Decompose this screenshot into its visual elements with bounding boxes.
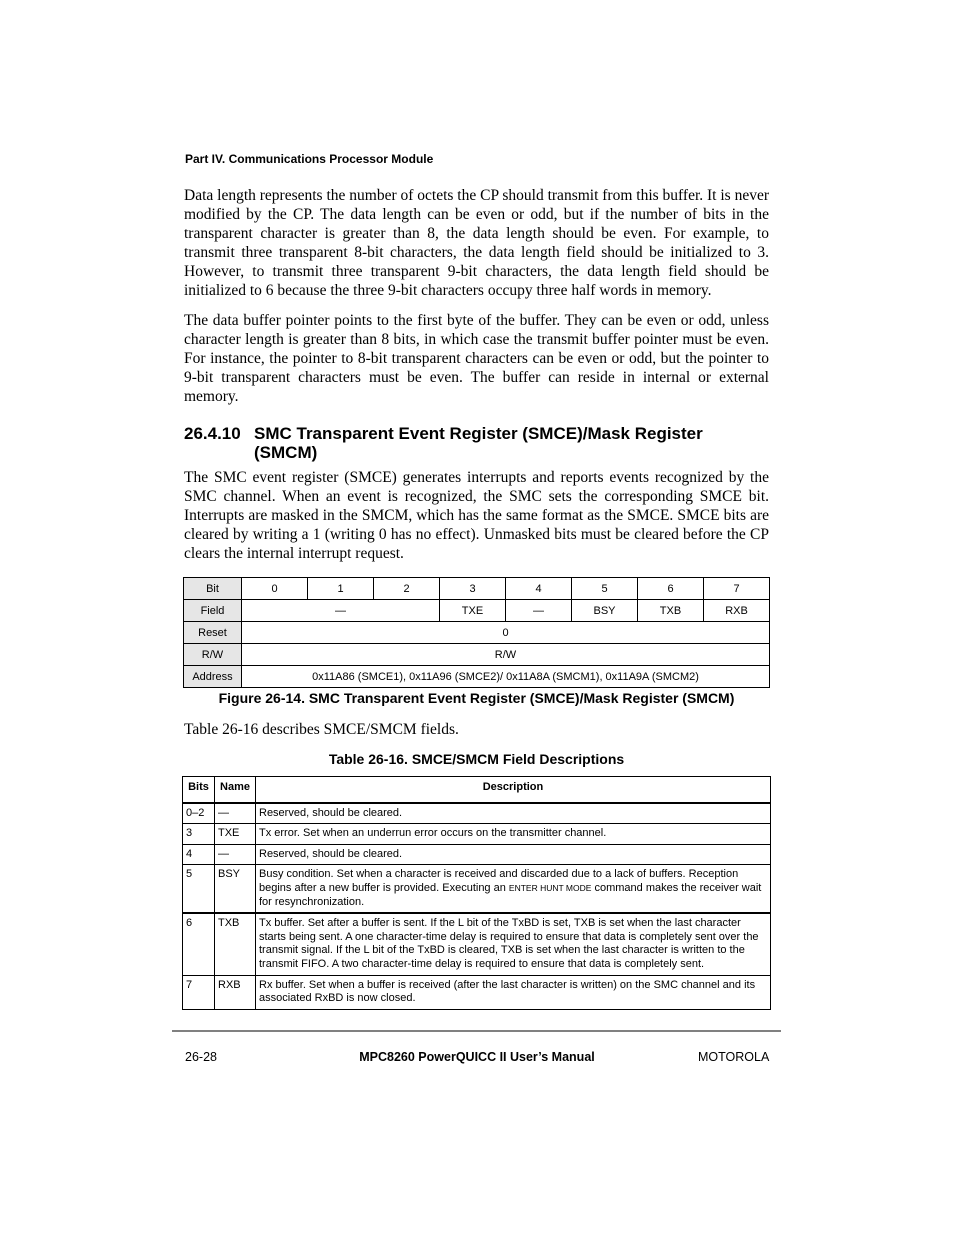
cell-description: Reserved, should be cleared. [256,844,771,865]
register-row-label: Field [184,600,242,622]
description-text: command makes the receiver wait for resynchronization. [259,881,762,908]
bit-number: 5 [572,578,638,600]
paragraph-data-buffer-pointer: The data buffer pointer points to the first byte of the buffer. They can be even or odd, unless character length is greater than 8 bits, in which case the transmit buffer pointer must be even. For instance, the pointer to 8-bit transparent characters can be even or odd, but the pointer to 9-bit transparent characters must be even. The buffer can reside in internal or external memory. [184,312,769,405]
register-reset-row [184,622,770,644]
footer-divider [172,1030,781,1032]
section-number: 26.4.10 [184,424,241,443]
description-text: Busy condition. Set when a character is received and discarded due to a lack of buffers. Reception begins after a new buffer is provided. Executing an [259,868,739,894]
register-address-row [184,666,770,688]
table-caption: Table 26-16. SMCE/SMCM Field Descriptions [328,751,625,767]
register-bit-row [184,578,770,600]
section-heading [184,424,769,462]
address-value: 0x11A86 (SMCE1), 0x11A96 (SMCE2)/ 0x11A8A (SMCM1), 0x11A9A (SMCM2) [242,666,770,688]
field-txb: TXB [638,600,704,622]
cell-name: RXB [215,975,256,1009]
table-row [183,824,771,845]
field-description-table [182,776,771,1010]
column-header-bits: Bits [183,777,215,803]
cell-description [256,865,771,913]
rw-value: R/W [242,644,770,666]
cell-name: BSY [215,865,256,913]
paragraph-data-length: Data length represents the number of octets the CP should transmit from this buffer. It is never modified by the CP. The data length can be even or odd, but if the number of bits in the transparent character is greater than 8, the data length should be even. For example, to transmit three transparent 8-bit characters, the data length field should be initialized to 3. However, to transmit three transparent 9-bit characters, the data length field should be initialized to 6 because the three 9-bit characters occupy three half words in memory. [184,187,769,299]
column-header-name: Name [215,777,256,803]
cell-bits: 6 [183,913,215,975]
register-diagram [183,577,770,688]
register-field-row [184,600,770,622]
paragraph-table-reference: Table 26-16 describes SMCE/SMCM fields. [184,721,459,738]
cell-description: Tx error. Set when an underrun error occurs on the transmitter channel. [256,824,771,845]
cell-name: TXB [215,913,256,975]
table-row [183,803,771,824]
table-row [183,844,771,865]
bit-number: 2 [374,578,440,600]
figure-caption: Figure 26-14. SMC Transparent Event Register (SMCE)/Mask Register (SMCM) [218,690,735,706]
field-txe: TXE [440,600,506,622]
command-name: ENTER HUNT MODE [508,882,592,893]
cell-description: Reserved, should be cleared. [256,803,771,824]
paragraph-smce-description: The SMC event register (SMCE) generates interrupts and reports events recognized by the SMC channel. When an event is recognized, the SMC sets the corresponding SMCE bit. Interrupts are masked in the SMCM, which has the same format as the SMCE. SMCE bits are cleared by writing a 1 (writing 0 has no effect). Unmasked bits must be cleared before the CP clears the internal interrupt request. [184,469,769,562]
reset-value: 0 [242,622,770,644]
register-row-label: Address [184,666,242,688]
bit-number: 0 [242,578,308,600]
cell-name: — [215,844,256,865]
bit-number: 6 [638,578,704,600]
cell-name: TXE [215,824,256,845]
section-title: SMC Transparent Event Register (SMCE)/Mask Register (SMCM) [254,424,703,462]
register-row-label: Bit [184,578,242,600]
table-row [183,865,771,913]
field-rxb: RXB [704,600,770,622]
company-name: MOTOROLA [698,1050,770,1064]
cell-bits: 4 [183,844,215,865]
column-header-description: Description [256,777,771,803]
cell-description: Tx buffer. Set after a buffer is sent. If the L bit of the TxBD is set, TXB is set when the last character starts being sent. A one character-time delay is required to ensure that data is completely sent over the transmit signal. If the L bit of the TxBD is cleared, TXB is set when the last character is written to the transmit FIFO. A two character-time delay is required to ensure that data is completely sent. [256,913,771,975]
table-header-row [183,777,771,803]
bit-number: 4 [506,578,572,600]
running-header: Part IV. Communications Processor Module [185,152,434,166]
table-row [183,975,771,1009]
cell-bits: 7 [183,975,215,1009]
field-reserved-0-2: — [242,600,440,622]
bit-number: 7 [704,578,770,600]
field-bsy: BSY [572,600,638,622]
cell-name: — [215,803,256,824]
register-row-label: R/W [184,644,242,666]
cell-description: Rx buffer. Set when a buffer is received (after the last character is written) on the SMC channel and its associated RxBD is now closed. [256,975,771,1009]
cell-bits: 5 [183,865,215,913]
bit-number: 1 [308,578,374,600]
register-rw-row [184,644,770,666]
bit-number: 3 [440,578,506,600]
page-number: 26-28 [185,1050,217,1064]
table-row [183,913,771,975]
cell-bits: 3 [183,824,215,845]
cell-bits: 0–2 [183,803,215,824]
manual-title: MPC8260 PowerQUICC II User’s Manual [359,1050,595,1064]
field-reserved-4: — [506,600,572,622]
register-row-label: Reset [184,622,242,644]
